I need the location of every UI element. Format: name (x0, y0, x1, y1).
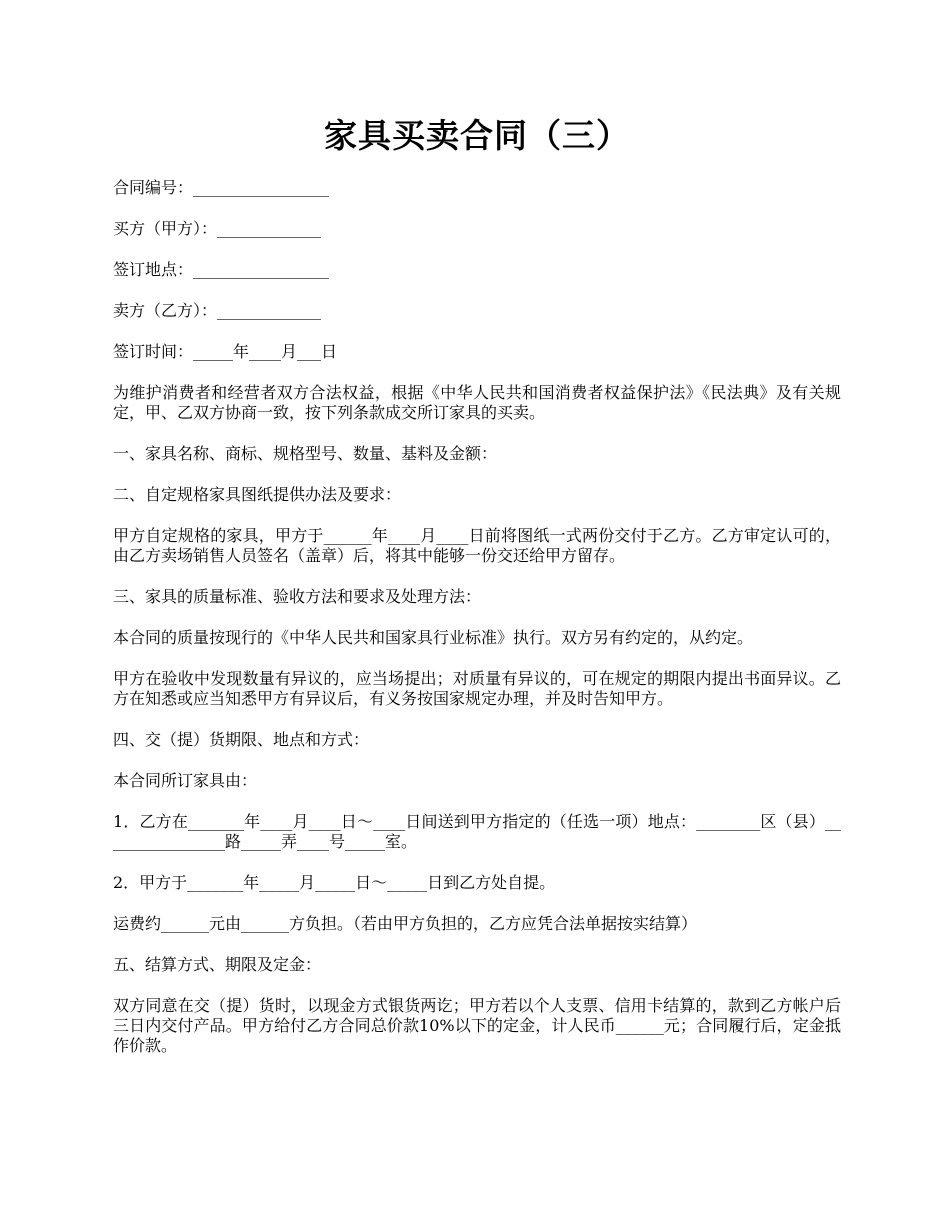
section-1-heading: 一、家具名称、商标、规格型号、数量、基料及金额： (113, 444, 498, 463)
delivery-option-1: 1．乙方在_______年____月____日～____日间送到甲方指定的（任选一项）地点：________区（县）________________路_____弄____号_____室。 (113, 812, 841, 851)
freight-paragraph: 运费约______元由______方负担。（若由甲方负担的，乙方应凭合法单据按实结算） (113, 914, 698, 933)
contract-number-field: 合同编号：_________________ (113, 178, 330, 197)
seller-field: 卖方（乙方）：_____________ (113, 301, 322, 320)
buyer-field: 买方（甲方）：_____________ (113, 219, 322, 238)
section-2-heading: 二、自定规格家具图纸提供办法及要求： (113, 485, 402, 504)
section-5-heading: 五、结算方式、期限及定金： (113, 955, 322, 974)
section-4-heading: 四、交（提）货期限、地点和方式： (113, 730, 370, 749)
preamble-paragraph: 为维护消费者和经营者双方合法权益，根据《中华人民共和国消费者权益保护法》《民法典》及有关规定，甲、乙双方协商一致，按下列条款成交所订家具的买卖。 (113, 383, 841, 422)
section-3-heading: 三、家具的质量标准、验收方法和要求及处理方法： (113, 587, 482, 606)
drawing-provision-paragraph: 甲方自定规格的家具，甲方于______年____月____日前将图纸一式两份交付于乙方。乙方审定认可的，由乙方卖场销售人员签名（盖章）后，将其中能够一份交还给甲方留存。 (113, 526, 841, 565)
quality-standard-paragraph: 本合同的质量按现行的《中华人民共和国家具行业标准》执行。双方另有约定的，从约定。 (113, 628, 754, 647)
inspection-objection-paragraph: 甲方在验收中发现数量有异议的，应当场提出；对质量有异议的，可在规定的期限内提出书面异议。乙方在知悉或应当知悉甲方有异议后，有义务按国家规定办理，并及时告知甲方。 (113, 669, 841, 708)
delivery-intro-paragraph: 本合同所订家具由： (113, 771, 258, 790)
sign-time-field: 签订时间：_____年____月___日 (113, 342, 338, 361)
settlement-paragraph: 双方同意在交（提）货时，以现金方式银货两讫；甲方若以个人支票、信用卡结算的，款到乙方帐户后三日内交付产品。甲方给付乙方合同总价款10%以下的定金，计人民币______元；合同履行后，定金抵作价款。 (113, 996, 841, 1055)
document-title: 家具买卖合同（三） (324, 116, 630, 155)
sign-place-field: 签订地点：_________________ (113, 260, 330, 279)
delivery-option-2: 2．甲方于_______年_____月_____日～_____日到乙方处自提。 (113, 873, 556, 892)
document-page (113, 108, 841, 1077)
